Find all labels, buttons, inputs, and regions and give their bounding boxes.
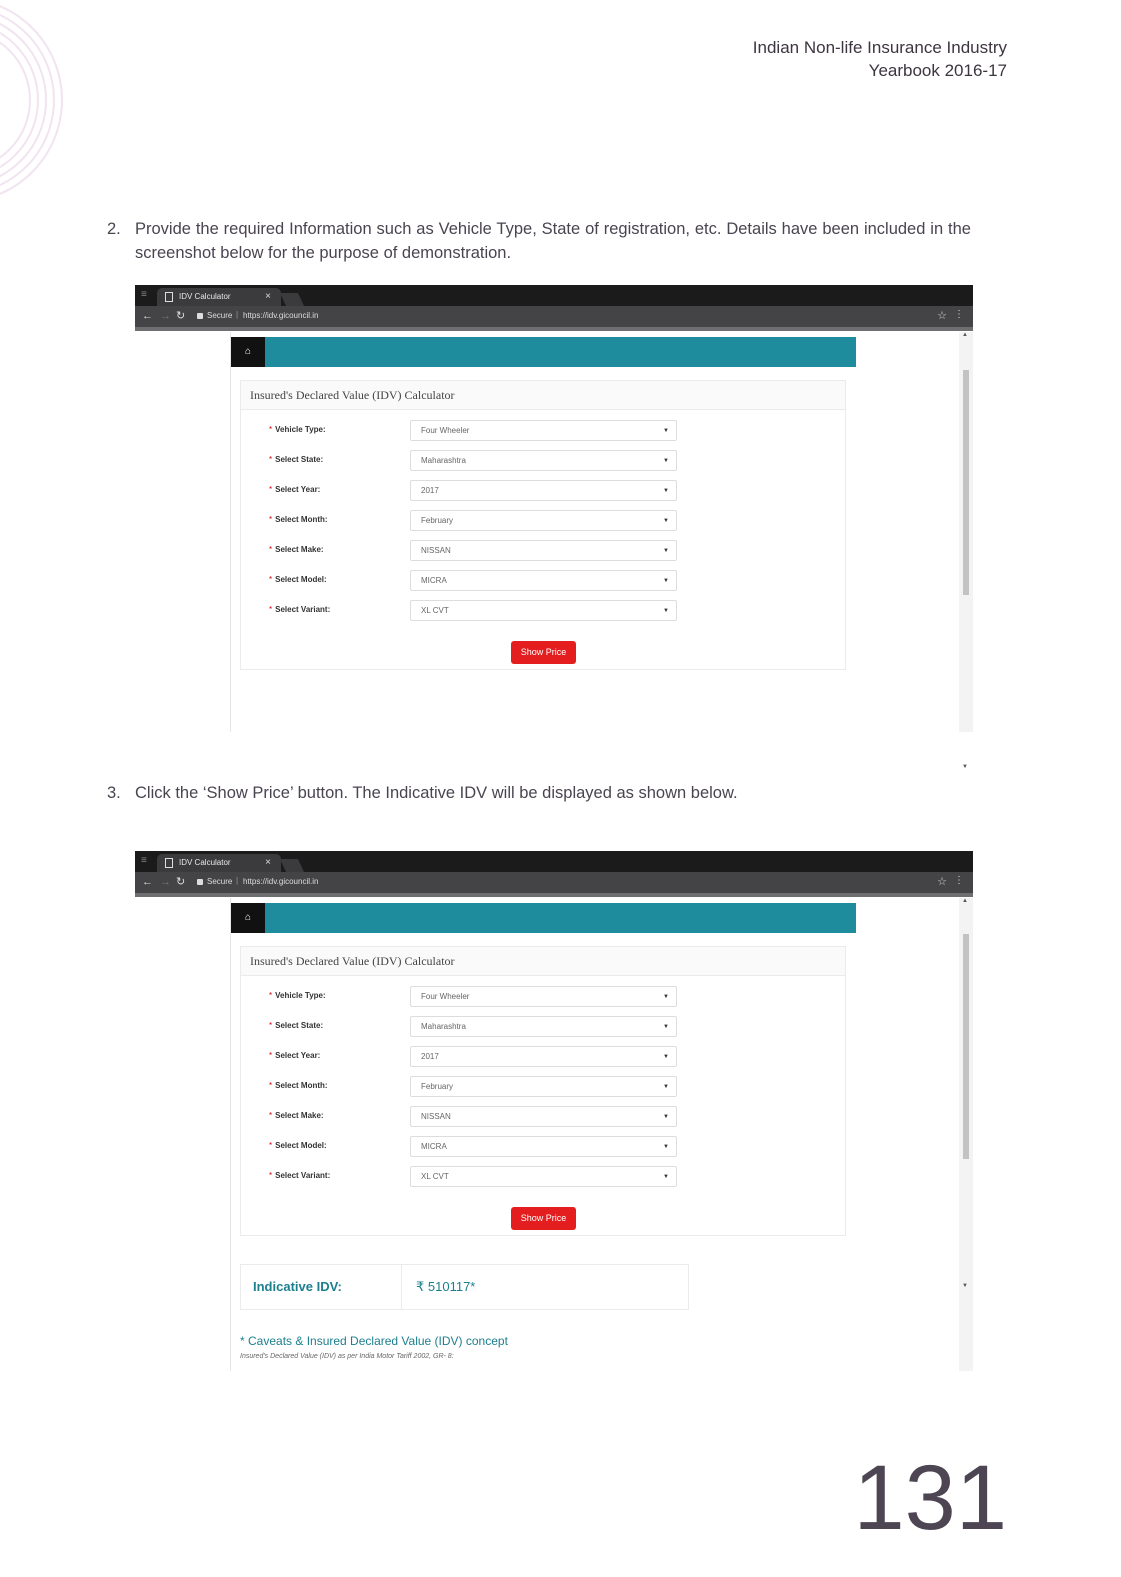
year-select[interactable]: [410, 480, 677, 501]
step-text: Provide the required Information such as Vehicle Type, State of registration, etc. Details have been included in the screenshot below for the purpose of demonstration.: [135, 220, 971, 262]
field-year: [241, 1046, 845, 1068]
field-label: Select Model:: [275, 575, 327, 584]
month-select[interactable]: [410, 1076, 677, 1097]
caret-down-icon: ▼: [663, 1084, 669, 1090]
toolbar-divider: [135, 327, 973, 331]
required-mark: *: [269, 1111, 273, 1120]
field-label: Select Year:: [275, 485, 321, 494]
more-menu-icon[interactable]: ⋮: [954, 309, 964, 320]
make-select[interactable]: [410, 540, 677, 561]
secure-label: Secure: [207, 877, 233, 886]
select-value: Maharashtra: [421, 1022, 466, 1031]
model-select[interactable]: [410, 570, 677, 591]
required-mark: *: [269, 455, 273, 464]
more-menu-icon[interactable]: ⋮: [954, 875, 964, 886]
step-number: 3.: [107, 784, 121, 802]
field-label: Select Make:: [275, 1111, 324, 1120]
site-navbar: [231, 903, 856, 933]
idv-calculator-panel: [240, 946, 846, 1236]
required-mark: *: [269, 1021, 273, 1030]
toolbar-divider: [135, 893, 973, 897]
back-arrow-icon[interactable]: ←: [142, 310, 153, 322]
caret-down-icon: ▼: [663, 578, 669, 584]
divider: [401, 1265, 402, 1309]
select-value: XL CVT: [421, 1172, 449, 1181]
step-3: [107, 781, 971, 805]
secure-label: Secure: [207, 311, 233, 320]
caret-down-icon: ▼: [663, 1054, 669, 1060]
month-select[interactable]: [410, 510, 677, 531]
required-mark: *: [269, 991, 273, 1000]
year-select[interactable]: [410, 1046, 677, 1067]
field-model: [241, 1136, 845, 1158]
header-line-1: Indian Non-life Insurance Industry: [752, 38, 1007, 57]
caret-down-icon: ▼: [663, 458, 669, 464]
decorative-arcs: [0, 0, 80, 240]
idv-calculator-panel: [240, 380, 846, 670]
browser-screenshot-form: [135, 285, 973, 770]
field-month: [241, 510, 845, 532]
home-icon[interactable]: ⌂: [231, 903, 265, 933]
header-line-2: Yearbook 2016-17: [868, 61, 1007, 80]
field-year: [241, 480, 845, 502]
field-label: Vehicle Type:: [275, 425, 326, 434]
address-bar: [135, 306, 973, 327]
panel-title: Insured's Declared Value (IDV) Calculator: [241, 381, 845, 410]
scroll-up-icon[interactable]: ▲: [962, 332, 968, 338]
indicative-idv-box: [240, 1264, 689, 1310]
new-tab-button[interactable]: [280, 293, 304, 306]
reload-icon[interactable]: ↻: [176, 876, 186, 888]
scrollbar[interactable]: [959, 898, 973, 1371]
page-icon: [165, 292, 173, 302]
step-text: Click the ‘Show Price’ button. The Indicative IDV will be displayed as shown below.: [135, 784, 738, 802]
select-value: 2017: [421, 1052, 439, 1061]
forward-arrow-icon[interactable]: →: [160, 876, 171, 888]
scrollbar[interactable]: [959, 332, 973, 770]
field-state: [241, 450, 845, 472]
indicative-idv-label: Indicative IDV:: [253, 1279, 342, 1294]
show-price-button[interactable]: Show Price: [511, 641, 576, 664]
field-label: Select Year:: [275, 1051, 321, 1060]
model-select[interactable]: [410, 1136, 677, 1157]
scroll-down-icon[interactable]: ▼: [962, 1283, 968, 1289]
browser-menu-icon[interactable]: ≡: [141, 289, 147, 300]
page-number: 131: [853, 1447, 1007, 1549]
select-value: NISSAN: [421, 546, 451, 555]
caveats-link[interactable]: * Caveats & Insured Declared Value (IDV) concept: [240, 1334, 508, 1348]
url-field[interactable]: https://idv.gicouncil.in: [243, 311, 319, 320]
field-vehicle-type: [241, 986, 845, 1008]
forward-arrow-icon[interactable]: →: [160, 310, 171, 322]
make-select[interactable]: [410, 1106, 677, 1127]
select-value: Maharashtra: [421, 456, 466, 465]
browser-screenshot-result: [135, 851, 973, 1371]
required-mark: *: [269, 515, 273, 524]
browser-tab[interactable]: [157, 288, 281, 306]
page-viewport: [230, 332, 860, 732]
caret-down-icon: ▼: [663, 1144, 669, 1150]
select-value: February: [421, 1082, 454, 1091]
required-mark: *: [269, 575, 273, 584]
caret-down-icon: ▼: [663, 1114, 669, 1120]
required-mark: *: [269, 425, 273, 434]
field-label: Select Month:: [275, 515, 328, 524]
lock-icon: [197, 879, 203, 885]
scroll-up-icon[interactable]: ▲: [962, 898, 968, 904]
step-2: [107, 217, 971, 265]
variant-select[interactable]: [410, 1166, 677, 1187]
required-mark: *: [269, 485, 273, 494]
field-state: [241, 1016, 845, 1038]
select-value: 2017: [421, 486, 439, 495]
select-value: Four Wheeler: [421, 992, 470, 1001]
caveat-note: Insured's Declared Value (IDV) as per India Motor Tariff 2002, GR- 8:: [240, 1353, 454, 1360]
step-number: 2.: [107, 220, 121, 238]
field-label: Select Make:: [275, 545, 324, 554]
caret-down-icon: ▼: [663, 994, 669, 1000]
tab-title: IDV Calculator: [179, 292, 231, 301]
browser-tab-bar: [135, 851, 973, 872]
select-value: February: [421, 516, 454, 525]
required-mark: *: [269, 1141, 273, 1150]
variant-select[interactable]: [410, 600, 677, 621]
close-icon[interactable]: ×: [265, 291, 271, 302]
browser-tab-bar: [135, 285, 973, 306]
caret-down-icon: ▼: [663, 548, 669, 554]
field-variant: [241, 1166, 845, 1188]
indicative-idv-value: ₹ 510117*: [416, 1279, 476, 1294]
scrollbar-thumb[interactable]: [963, 934, 969, 1159]
select-value: Four Wheeler: [421, 426, 470, 435]
browser-menu-icon[interactable]: ≡: [141, 855, 147, 866]
show-price-button[interactable]: Show Price: [511, 1207, 576, 1230]
address-bar: [135, 872, 973, 893]
field-vehicle-type: [241, 420, 845, 442]
reload-icon[interactable]: ↻: [176, 310, 186, 322]
field-label: Select Variant:: [275, 605, 331, 614]
required-mark: *: [269, 1171, 273, 1180]
url-separator: |: [236, 876, 239, 885]
select-value: NISSAN: [421, 1112, 451, 1121]
field-label: Select State:: [275, 1021, 324, 1030]
caret-down-icon: ▼: [663, 1024, 669, 1030]
select-value: MICRA: [421, 576, 447, 585]
caret-down-icon: ▼: [663, 1174, 669, 1180]
tab-title: IDV Calculator: [179, 858, 231, 867]
select-value: XL CVT: [421, 606, 449, 615]
scrollbar-thumb[interactable]: [963, 370, 969, 595]
panel-title: Insured's Declared Value (IDV) Calculator: [241, 947, 845, 976]
back-arrow-icon[interactable]: ←: [142, 876, 153, 888]
required-mark: *: [269, 605, 273, 614]
caret-down-icon: ▼: [663, 428, 669, 434]
required-mark: *: [269, 1081, 273, 1090]
field-label: Select Model:: [275, 1141, 327, 1150]
vehicle-type-select[interactable]: [410, 420, 677, 441]
scroll-down-icon[interactable]: ▼: [962, 764, 968, 770]
field-model: [241, 570, 845, 592]
caret-down-icon: ▼: [663, 488, 669, 494]
field-make: [241, 540, 845, 562]
new-tab-button[interactable]: [280, 859, 304, 872]
required-mark: *: [269, 1051, 273, 1060]
page-viewport: [230, 898, 860, 1371]
caret-down-icon: ▼: [663, 608, 669, 614]
url-field[interactable]: https://idv.gicouncil.in: [243, 877, 319, 886]
required-mark: *: [269, 545, 273, 554]
field-make: [241, 1106, 845, 1128]
field-month: [241, 1076, 845, 1098]
document-header: [753, 36, 1007, 82]
field-label: Select Variant:: [275, 1171, 331, 1180]
page-icon: [165, 858, 173, 868]
browser-tab[interactable]: [157, 854, 281, 872]
caret-down-icon: ▼: [663, 518, 669, 524]
url-separator: |: [236, 310, 239, 319]
field-label: Vehicle Type:: [275, 991, 326, 1000]
vehicle-type-select[interactable]: [410, 986, 677, 1007]
state-select[interactable]: [410, 1016, 677, 1037]
home-icon[interactable]: ⌂: [231, 337, 265, 367]
bookmark-star-icon[interactable]: ☆: [937, 310, 947, 322]
select-value: MICRA: [421, 1142, 447, 1151]
bookmark-star-icon[interactable]: ☆: [937, 876, 947, 888]
state-select[interactable]: [410, 450, 677, 471]
field-label: Select State:: [275, 455, 324, 464]
field-variant: [241, 600, 845, 622]
close-icon[interactable]: ×: [265, 857, 271, 868]
lock-icon: [197, 313, 203, 319]
site-navbar: [231, 337, 856, 367]
field-label: Select Month:: [275, 1081, 328, 1090]
